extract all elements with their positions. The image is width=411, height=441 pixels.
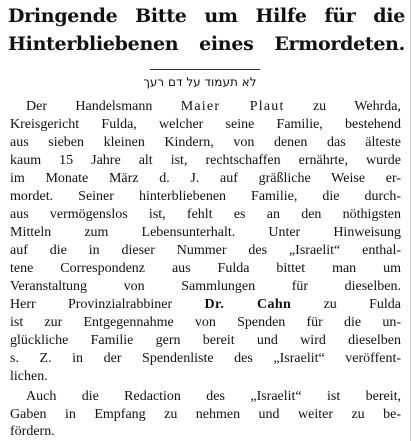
line-text: zu Wehrda,: [284, 99, 401, 114]
line-text: Der Handelsmann: [26, 99, 181, 114]
paragraph1-line-7: aus vermögenslos ist, fehlt es an den nöthigsten: [10, 207, 401, 222]
paragraph1-line-4: kaum 15 Jahre alt ist, rechtschaffen ernährte, wurde: [10, 153, 401, 168]
line-text: zu Fulda: [291, 297, 402, 312]
paragraph1-line-1: [26, 98, 401, 116]
person-name-maier-plaut: Maier Plaut: [180, 99, 285, 114]
paragraph1-line-9: auf die in dieser Nummer des „Israelit“ enthal-: [10, 243, 401, 258]
paragraph1-line-15: s. Z. in der Spendenliste des „Israelit“ veröffent-: [10, 351, 401, 366]
person-name-dr-cahn: Dr. Cahn: [204, 297, 292, 312]
paragraph2-line-2: Gaben in Empfang zu nehmen und weiter zu be-: [10, 407, 401, 422]
hebrew-verse: לא תעמוד על דם רעך: [143, 75, 257, 89]
paragraph1-line-3: aus sieben kleinen Kindern, von denen das älteste: [10, 135, 401, 150]
paragraph1-line-11: Veranstaltung von Sammlungen für dieselben.: [10, 279, 401, 294]
divider-rule: [150, 69, 260, 70]
paragraph1-line-16: lichen.: [10, 369, 48, 384]
headline-line-1: Dringende Bitte um Hilfe für die: [8, 5, 405, 27]
headline-line-2: Hinterbliebenen eines Ermordeten.: [8, 33, 405, 55]
paragraph2-line-3: fördern.: [10, 424, 55, 439]
paragraph1-line-2: Kreisgericht Fulda, welcher seine Familie, bestehend: [10, 117, 401, 132]
paragraph2-line-1: Auch die Redaction des „Israelit“ ist bereit,: [26, 389, 401, 404]
line-text: Herr Provinzialrabbiner: [10, 297, 205, 312]
paragraph1-line-13: ist zur Entgegennahme von Spenden für die un-: [10, 315, 401, 330]
paragraph1-line-8: Mitteln zum Lebensunterhalt. Unter Hinweisung: [10, 225, 401, 240]
paragraph1-line-5: im Monate März d. J. auf gräßliche Weise er-: [10, 171, 401, 186]
paragraph1-line-12: [10, 296, 401, 314]
paragraph1-line-6: mordet. Seiner hinterbliebenen Familie, die durch-: [10, 189, 401, 204]
paragraph1-line-10: tene Correspondenz aus Fulda bittet man um: [10, 261, 401, 276]
paragraph1-line-14: glückliche Familie gern bereit und wird dieselben: [10, 333, 401, 348]
